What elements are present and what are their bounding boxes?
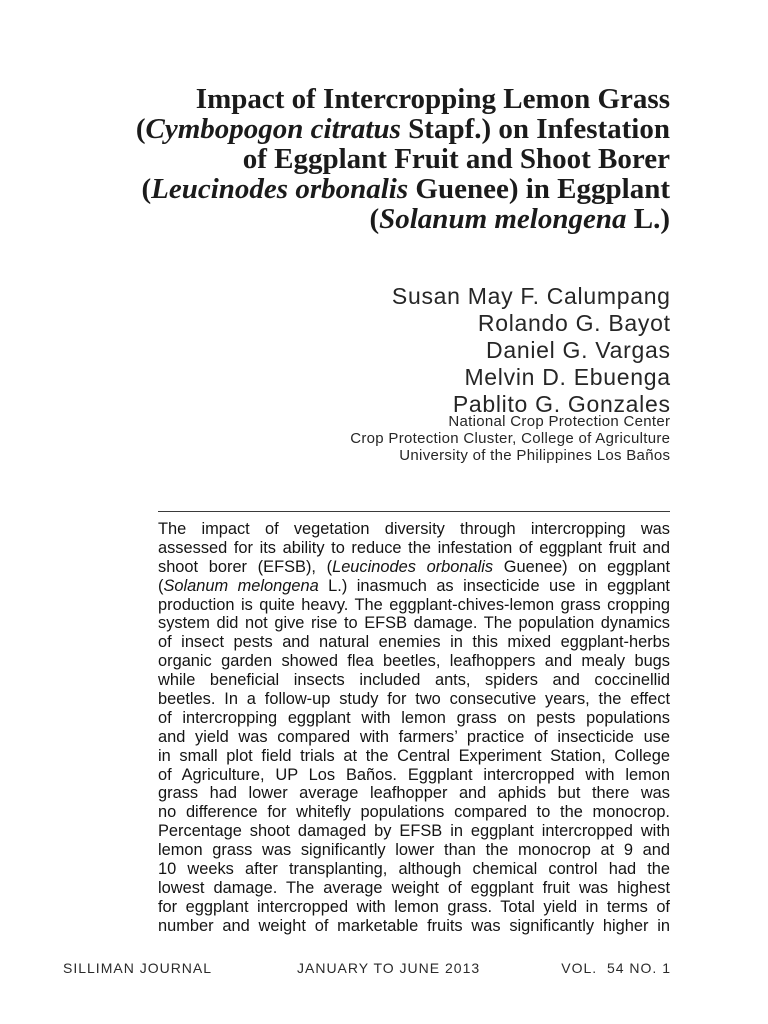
author-name: Daniel G. Vargas — [486, 336, 671, 363]
abstract-line-text: in small plot field trials at the Central Experiment Station, College — [158, 746, 670, 765]
abstract-line — [158, 841, 670, 860]
abstract-line — [158, 784, 670, 803]
abstract-line-text: beetles. In a follow-up study for two consecutive years, the effect — [158, 690, 670, 709]
abstract-line — [158, 652, 670, 671]
title-line-text: ( — [141, 173, 152, 205]
abstract-line-text: of Agriculture, UP Los Baños. Eggplant intercropped with lemon — [158, 765, 670, 784]
abstract-line-text: Percentage shoot damaged by EFSB in eggplant intercropped with — [158, 822, 670, 841]
scientific-name: Leucinodes orbonalis — [332, 557, 494, 576]
title-line-text: of Eggplant Fruit and Shoot Borer — [242, 143, 670, 175]
affiliation-line: National Crop Protection Center — [448, 412, 671, 430]
abstract-line — [158, 860, 670, 879]
title-line-text: ( — [369, 203, 380, 235]
abstract-line — [158, 520, 670, 539]
title-line-text: Impact of Intercropping Lemon Grass — [195, 83, 670, 115]
abstract-line-text: L.) inasmuch as insecticide use in eggplant — [318, 576, 670, 595]
footer-issue-date: JANUARY TO JUNE 2013 — [297, 960, 481, 976]
abstract-line — [158, 766, 670, 785]
abstract-line-text: for eggplant intercropped with lemon grass. Total yield in terms of — [158, 897, 670, 916]
footer-volume-number: VOL. 54 NO. 1 — [561, 960, 671, 976]
footer-journal-name: SILLIMAN JOURNAL — [63, 960, 213, 976]
scientific-name: Solanum melongena — [379, 203, 627, 235]
abstract-line — [158, 633, 670, 652]
abstract-divider — [158, 511, 670, 512]
abstract-line — [158, 879, 670, 898]
paper-title — [0, 84, 670, 234]
abstract-line — [158, 728, 670, 747]
abstract-line-text: The impact of vegetation diversity through intercropping was — [158, 520, 670, 538]
abstract-line — [158, 822, 670, 841]
abstract-line — [158, 898, 670, 917]
abstract-line — [158, 803, 670, 822]
abstract-line — [158, 577, 670, 596]
abstract-line — [158, 917, 670, 936]
abstract-line-text: 10 weeks after transplanting, although chemical control had the — [158, 860, 670, 879]
abstract-line-text: lowest damage. The average weight of eggplant fruit was highest — [158, 878, 670, 897]
abstract-line-text: of insect pests and natural enemies in this mixed eggplant-herbs — [158, 633, 670, 652]
title-line-text: Stapf.) on Infestation — [400, 113, 670, 145]
scientific-name: Solanum melongena — [163, 576, 319, 595]
title-line — [0, 84, 670, 114]
abstract-line-text: shoot borer (EFSB), ( — [158, 557, 333, 576]
abstract-line-text: Guenee) on eggplant — [493, 557, 670, 576]
abstract-line-text: while beneficial insects included ants, spiders and coccinellid — [158, 671, 670, 690]
abstract-line-text: number and weight of marketable fruits was significantly higher in — [158, 916, 670, 935]
title-line-text: Guenee) in Eggplant — [408, 173, 670, 205]
abstract-line — [158, 747, 670, 766]
abstract-line-text: production is quite heavy. The eggplant-chives-lemon grass cropping — [158, 595, 670, 614]
abstract-line — [158, 690, 670, 709]
abstract-line-text: organic garden showed flea beetles, leafhoppers and mealy bugs — [158, 652, 670, 671]
affiliation-line: Crop Protection Cluster, College of Agriculture — [350, 429, 671, 447]
author-affiliation — [0, 413, 670, 464]
abstract-line — [158, 671, 670, 690]
title-line — [0, 174, 670, 204]
abstract-line-text: ( — [158, 576, 164, 595]
author-name: Melvin D. Ebuenga — [464, 363, 671, 390]
title-line — [0, 204, 670, 234]
abstract-line — [158, 709, 670, 728]
abstract-line-text: system did not give rise to EFSB damage. The population dynamics — [158, 614, 670, 633]
title-line — [0, 114, 670, 144]
abstract-line-text: grass had lower average leafhopper and aphids but there was — [158, 784, 670, 803]
abstract-line-text: of intercropping eggplant with lemon grass on pests populations — [158, 708, 670, 727]
author-name: Susan May F. Calumpang — [391, 282, 671, 309]
affiliation-line: University of the Philippines Los Baños — [399, 446, 671, 464]
abstract-line — [158, 596, 670, 615]
abstract-line — [158, 558, 670, 577]
author-name: Rolando G. Bayot — [477, 309, 671, 336]
title-line-text: ( — [135, 113, 146, 145]
abstract-line — [158, 614, 670, 633]
author-list — [0, 283, 670, 418]
scientific-name: Leucinodes orbonalis — [151, 173, 409, 205]
abstract-line-text: no difference for whitefly populations compared to the monocrop. — [158, 803, 670, 822]
abstract-line-text: and yield was compared with farmers’ practice of insecticide use — [158, 727, 670, 746]
abstract-body — [158, 520, 670, 936]
abstract-line — [158, 539, 670, 558]
abstract-line-text: lemon grass was significantly lower than the monocrop at 9 and — [158, 841, 670, 860]
title-line-text: L.) — [626, 203, 670, 235]
scientific-name: Cymbopogon citratus — [145, 113, 401, 145]
title-line — [0, 144, 670, 174]
abstract-line-text: assessed for its ability to reduce the infestation of eggplant fruit and — [158, 538, 670, 557]
author-name: Pablito G. Gonzales — [452, 390, 671, 417]
